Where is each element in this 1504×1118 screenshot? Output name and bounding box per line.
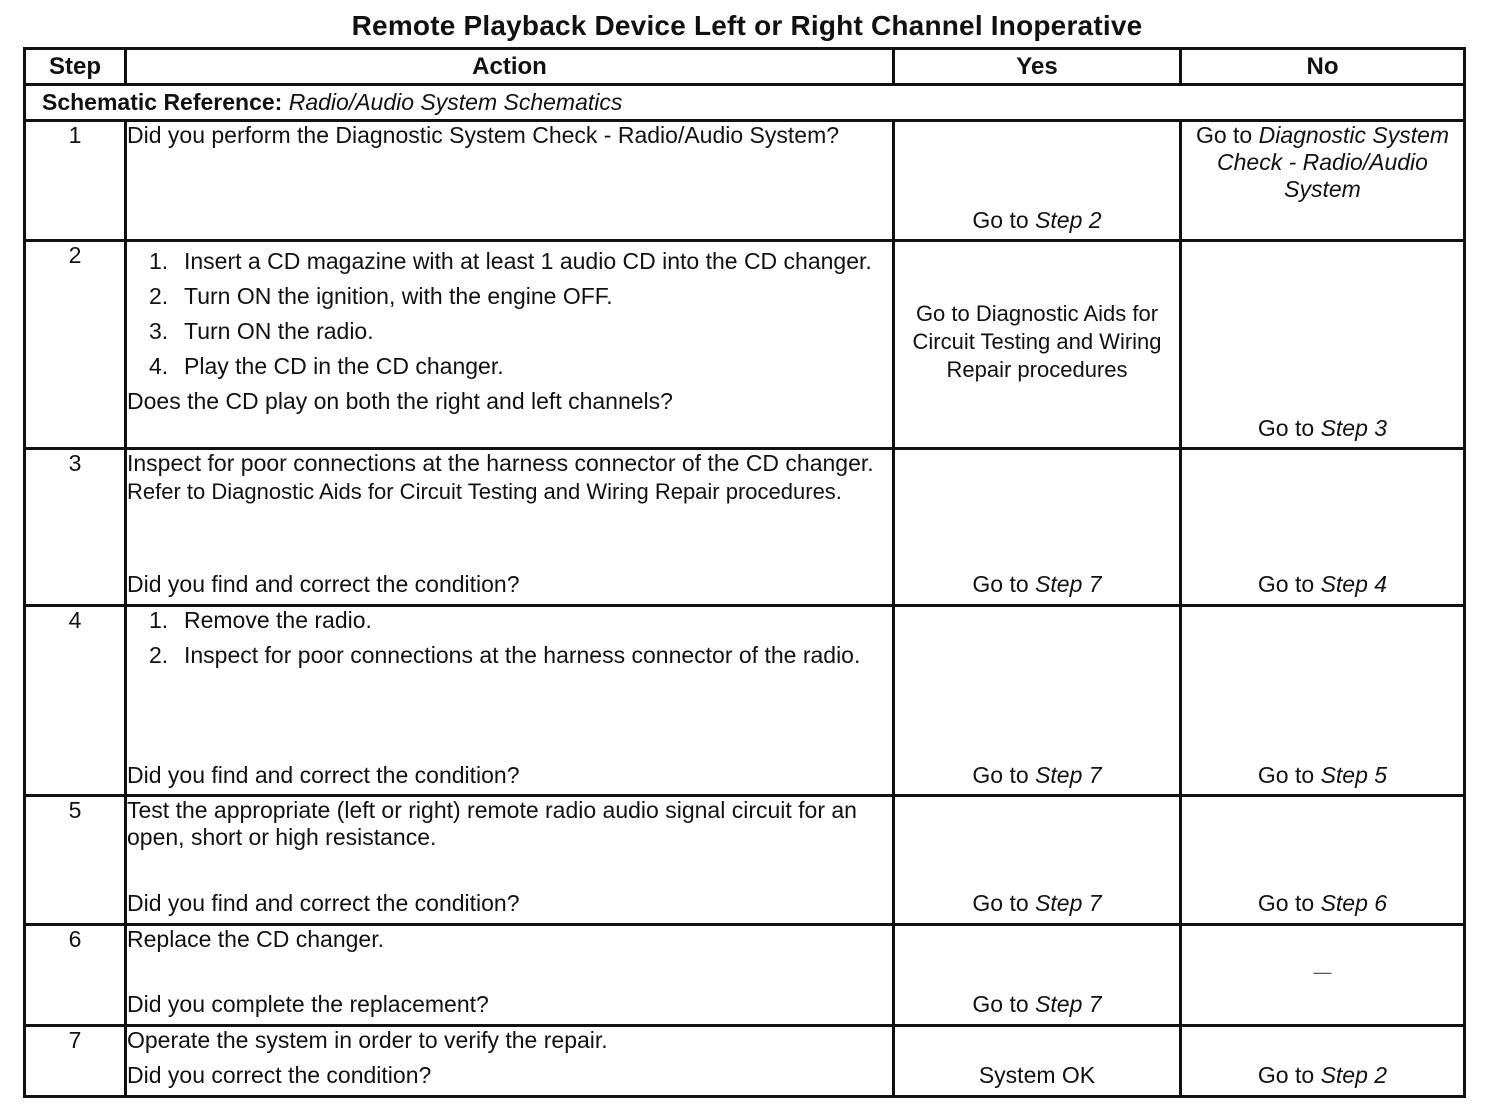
action-text: Operate the system in order to verify the repair. <box>127 1027 608 1053</box>
no-cell <box>1181 796 1465 925</box>
no-cell <box>1181 606 1465 796</box>
substep-item <box>127 318 892 345</box>
yes-cell <box>894 796 1181 925</box>
yes-cell <box>894 449 1181 606</box>
yes-prefix: Go to <box>972 890 1036 916</box>
no-cell <box>1181 121 1465 241</box>
action-question: Did you find and correct the condition? <box>127 762 520 788</box>
yes-result[interactable] <box>895 762 1179 789</box>
no-link[interactable]: Step 5 <box>1320 762 1388 788</box>
substep-text: Turn ON the radio. <box>184 318 374 344</box>
yes-cell <box>894 606 1181 796</box>
action-cell <box>126 121 894 241</box>
no-result[interactable] <box>1182 890 1463 917</box>
yes-link[interactable]: Step 7 <box>1035 890 1102 916</box>
action-question: Does the CD play on both the right and left channels? <box>127 388 673 414</box>
action-cell <box>126 1026 894 1097</box>
yes-cell <box>894 241 1181 449</box>
no-link[interactable]: Diagnostic System Check - Radio/Audio System <box>1217 122 1450 202</box>
no-link[interactable]: Step 3 <box>1320 415 1388 441</box>
header-yes: Yes <box>894 49 1181 85</box>
substep-num: 4. <box>149 353 169 379</box>
no-result[interactable] <box>1182 1062 1463 1089</box>
yes-result[interactable] <box>895 991 1179 1018</box>
action-cell <box>126 796 894 925</box>
page-title: Remote Playback Device Left or Right Channel Inoperative <box>351 10 1143 41</box>
substep-text: Turn ON the ignition, with the engine OFF. <box>184 283 613 309</box>
substep-item <box>127 642 892 669</box>
header-no: No <box>1181 49 1465 85</box>
substep-text: Remove the radio. <box>184 607 372 633</box>
action-question: Did you correct the condition? <box>127 1062 432 1088</box>
action-text-main: Inspect for poor connections at the harness connector of the CD changer. <box>127 450 874 476</box>
no-link[interactable]: Step 6 <box>1320 890 1388 916</box>
action-cell <box>126 241 894 449</box>
table-row <box>25 1026 1465 1097</box>
action-cell <box>126 925 894 1026</box>
no-prefix: Go to <box>1257 571 1321 597</box>
yes-cell <box>894 925 1181 1026</box>
no-prefix: Go to <box>1257 415 1321 441</box>
header-row <box>25 49 1465 85</box>
action-text <box>127 450 892 506</box>
substep-num: 3. <box>149 318 169 344</box>
substep-list <box>127 248 892 380</box>
action-text: Replace the CD changer. <box>127 926 384 952</box>
table-row <box>25 449 1465 606</box>
schematic-reference-link[interactable]: Radio/Audio System Schematics <box>288 89 623 115</box>
yes-prefix: Go to <box>972 762 1036 788</box>
substep-num: 1. <box>149 607 169 633</box>
table-row <box>25 925 1465 1026</box>
yes-result[interactable] <box>895 207 1179 234</box>
no-prefix: Go to <box>1195 122 1259 148</box>
schematic-reference-row <box>25 85 1465 121</box>
yes-link[interactable]: Step 7 <box>1035 571 1102 597</box>
no-prefix: Go to <box>1257 890 1321 916</box>
yes-result[interactable]: Go to Diagnostic Aids for Circuit Testing and Wiring Repair procedures <box>912 301 1162 382</box>
no-cell <box>1181 1026 1465 1097</box>
action-text: Test the appropriate (left or right) remote radio audio signal circuit for an open, short or high resistance. <box>127 797 857 850</box>
yes-result[interactable] <box>895 890 1179 917</box>
substep-item <box>127 353 892 380</box>
yes-prefix: Go to <box>972 991 1036 1017</box>
substep-item <box>127 248 892 275</box>
substep-text: Insert a CD magazine with at least 1 audio CD into the CD changer. <box>184 248 872 274</box>
action-cell <box>126 449 894 606</box>
no-result[interactable] <box>1182 762 1463 789</box>
substep-num: 2. <box>149 642 169 668</box>
yes-link[interactable]: Step 7 <box>1035 991 1102 1017</box>
substep-item <box>127 283 892 310</box>
no-result[interactable] <box>1182 571 1463 598</box>
action-text-reference: Refer to Diagnostic Aids for Circuit Testing and Wiring Repair procedures. <box>127 479 842 504</box>
schematic-reference-label: Schematic Reference: <box>42 89 283 115</box>
no-result[interactable] <box>1182 122 1463 203</box>
yes-link[interactable]: Step 7 <box>1035 762 1102 788</box>
schematic-reference <box>25 85 1465 121</box>
yes-result[interactable] <box>895 571 1179 598</box>
substep-num: 1. <box>149 248 169 274</box>
no-prefix: Go to <box>1257 1062 1321 1088</box>
substep-list <box>127 607 892 677</box>
action-question: Did you find and correct the condition? <box>127 571 520 597</box>
step-number: 6 <box>25 925 126 1026</box>
step-number: 3 <box>25 449 126 606</box>
header-step: Step <box>25 49 126 85</box>
step-number: 2 <box>25 241 126 449</box>
step-number: 5 <box>25 796 126 925</box>
yes-cell <box>894 1026 1181 1097</box>
substep-num: 2. <box>149 283 169 309</box>
table-row <box>25 796 1465 925</box>
substep-item <box>127 607 892 634</box>
no-link[interactable]: Step 4 <box>1320 571 1388 597</box>
no-cell <box>1181 449 1465 606</box>
action-cell <box>126 606 894 796</box>
yes-result: System OK <box>978 1062 1096 1088</box>
no-cell <box>1181 241 1465 449</box>
yes-link[interactable]: Step 2 <box>1035 207 1102 233</box>
yes-prefix: Go to <box>972 571 1036 597</box>
header-action: Action <box>126 49 894 85</box>
step-number: 7 <box>25 1026 126 1097</box>
no-cell <box>1181 925 1465 1026</box>
no-link[interactable]: Step 2 <box>1320 1062 1388 1088</box>
table-row <box>25 606 1465 796</box>
diagnostic-table <box>23 47 1466 1098</box>
no-prefix: Go to <box>1257 762 1321 788</box>
table-row <box>25 121 1465 241</box>
action-text: Did you perform the Diagnostic System Check - Radio/Audio System? <box>127 122 840 148</box>
step-number: 1 <box>25 121 126 241</box>
substep-text: Play the CD in the CD changer. <box>184 353 504 379</box>
yes-prefix: Go to <box>972 207 1036 233</box>
action-question: Did you find and correct the condition? <box>127 890 520 916</box>
table-row <box>25 241 1465 449</box>
no-result-dash: — <box>1313 961 1332 982</box>
step-number: 4 <box>25 606 126 796</box>
yes-cell <box>894 121 1181 241</box>
action-question: Did you complete the replacement? <box>127 991 489 1017</box>
no-result[interactable] <box>1182 415 1463 442</box>
substep-text: Inspect for poor connections at the harness connector of the radio. <box>184 642 861 668</box>
